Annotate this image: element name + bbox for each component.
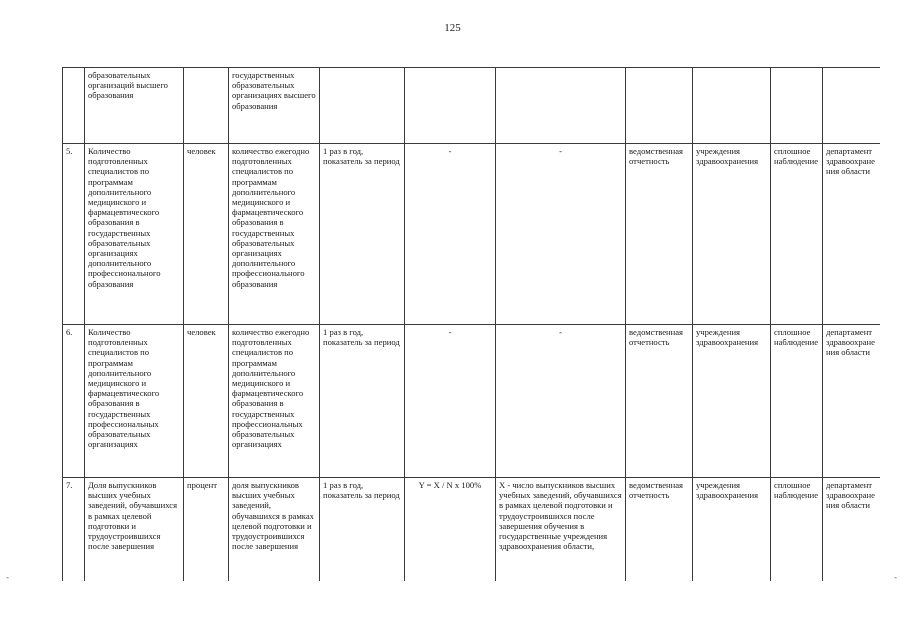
cell-department: департамент здравоохранения области [823, 325, 881, 478]
table-row [63, 325, 881, 478]
cell-unit: человек [184, 144, 229, 325]
cell-periodicity: 1 раз в год, показатель за период [320, 144, 405, 325]
left-edge-mark: - [6, 572, 9, 582]
cell-department [823, 68, 881, 144]
cell-num: 5. [63, 144, 85, 325]
cell-department: департамент здравоохранения области [823, 144, 881, 325]
cell-name: Количество подготовленных специалистов по программам дополнительного медицинского и фармацевтического образования в государственных профессиональных образовательных организациях [85, 325, 184, 478]
cell-formula: Y = X / N x 100% [405, 478, 496, 582]
cell-department: департамент здравоохранения области [823, 478, 881, 582]
cell-method: сплошное наблюдение [771, 144, 823, 325]
cell-method: сплошное наблюдение [771, 325, 823, 478]
cell-name: Количество подготовленных специалистов по программам дополнительного медицинского и фармацевтического образования в государственных образовательных организациях дополнительного профессионального образования [85, 144, 184, 325]
cell-definition: доля выпускников высших учебных заведений, обучавшихся в рамках целевой подготовки и трудоустроившихся после завершения [229, 478, 320, 582]
cell-source [626, 68, 693, 144]
page-number: 125 [444, 22, 461, 34]
cell-periodicity: 1 раз в год, показатель за период [320, 478, 405, 582]
cell-formula: - [405, 144, 496, 325]
table-row [63, 68, 881, 144]
cell-responsible: учреждения здравоохранения [693, 144, 771, 325]
cell-source: ведомственная отчетность [626, 144, 693, 325]
table-row [63, 478, 881, 582]
right-edge-mark: - [894, 572, 897, 582]
cell-unit: человек [184, 325, 229, 478]
cell-unit [184, 68, 229, 144]
cell-num [63, 68, 85, 144]
cell-name: Доля выпускников высших учебных заведений, обучавшихся в рамках целевой подготовки и трудоустроившихся после завершения [85, 478, 184, 582]
cell-responsible [693, 68, 771, 144]
cell-definition: количество ежегодно подготовленных специалистов по программам дополнительного медицинского и фармацевтического образования в государственных профессиональных образовательных организациях [229, 325, 320, 478]
cell-num: 6. [63, 325, 85, 478]
indicators-table [62, 67, 880, 581]
cell-source: ведомственная отчетность [626, 478, 693, 582]
cell-num: 7. [63, 478, 85, 582]
cell-periodicity: 1 раз в год, показатель за период [320, 325, 405, 478]
cell-variables: - [496, 325, 626, 478]
cell-source: ведомственная отчетность [626, 325, 693, 478]
table-container [62, 67, 880, 581]
table-row [63, 144, 881, 325]
cell-formula: - [405, 325, 496, 478]
cell-method [771, 68, 823, 144]
cell-responsible: учреждения здравоохранения [693, 325, 771, 478]
cell-name: образовательных организаций высшего образования [85, 68, 184, 144]
cell-formula [405, 68, 496, 144]
cell-responsible: учреждения здравоохранения [693, 478, 771, 582]
cell-variables: - [496, 144, 626, 325]
cell-periodicity [320, 68, 405, 144]
cell-variables: X - число выпускников высших учебных заведений, обучавшихся в рамках целевой подготовки и трудоустроившихся после завершения обучения в государственные учреждения здравоохранения области, [496, 478, 626, 582]
cell-unit: процент [184, 478, 229, 582]
cell-definition: государственных образовательных организациях высшего образования [229, 68, 320, 144]
cell-variables [496, 68, 626, 144]
cell-method: сплошное наблюдение [771, 478, 823, 582]
cell-definition: количество ежегодно подготовленных специалистов по программам дополнительного медицинского и фармацевтического образования в государственных образовательных организациях дополнительного профессионального образования [229, 144, 320, 325]
